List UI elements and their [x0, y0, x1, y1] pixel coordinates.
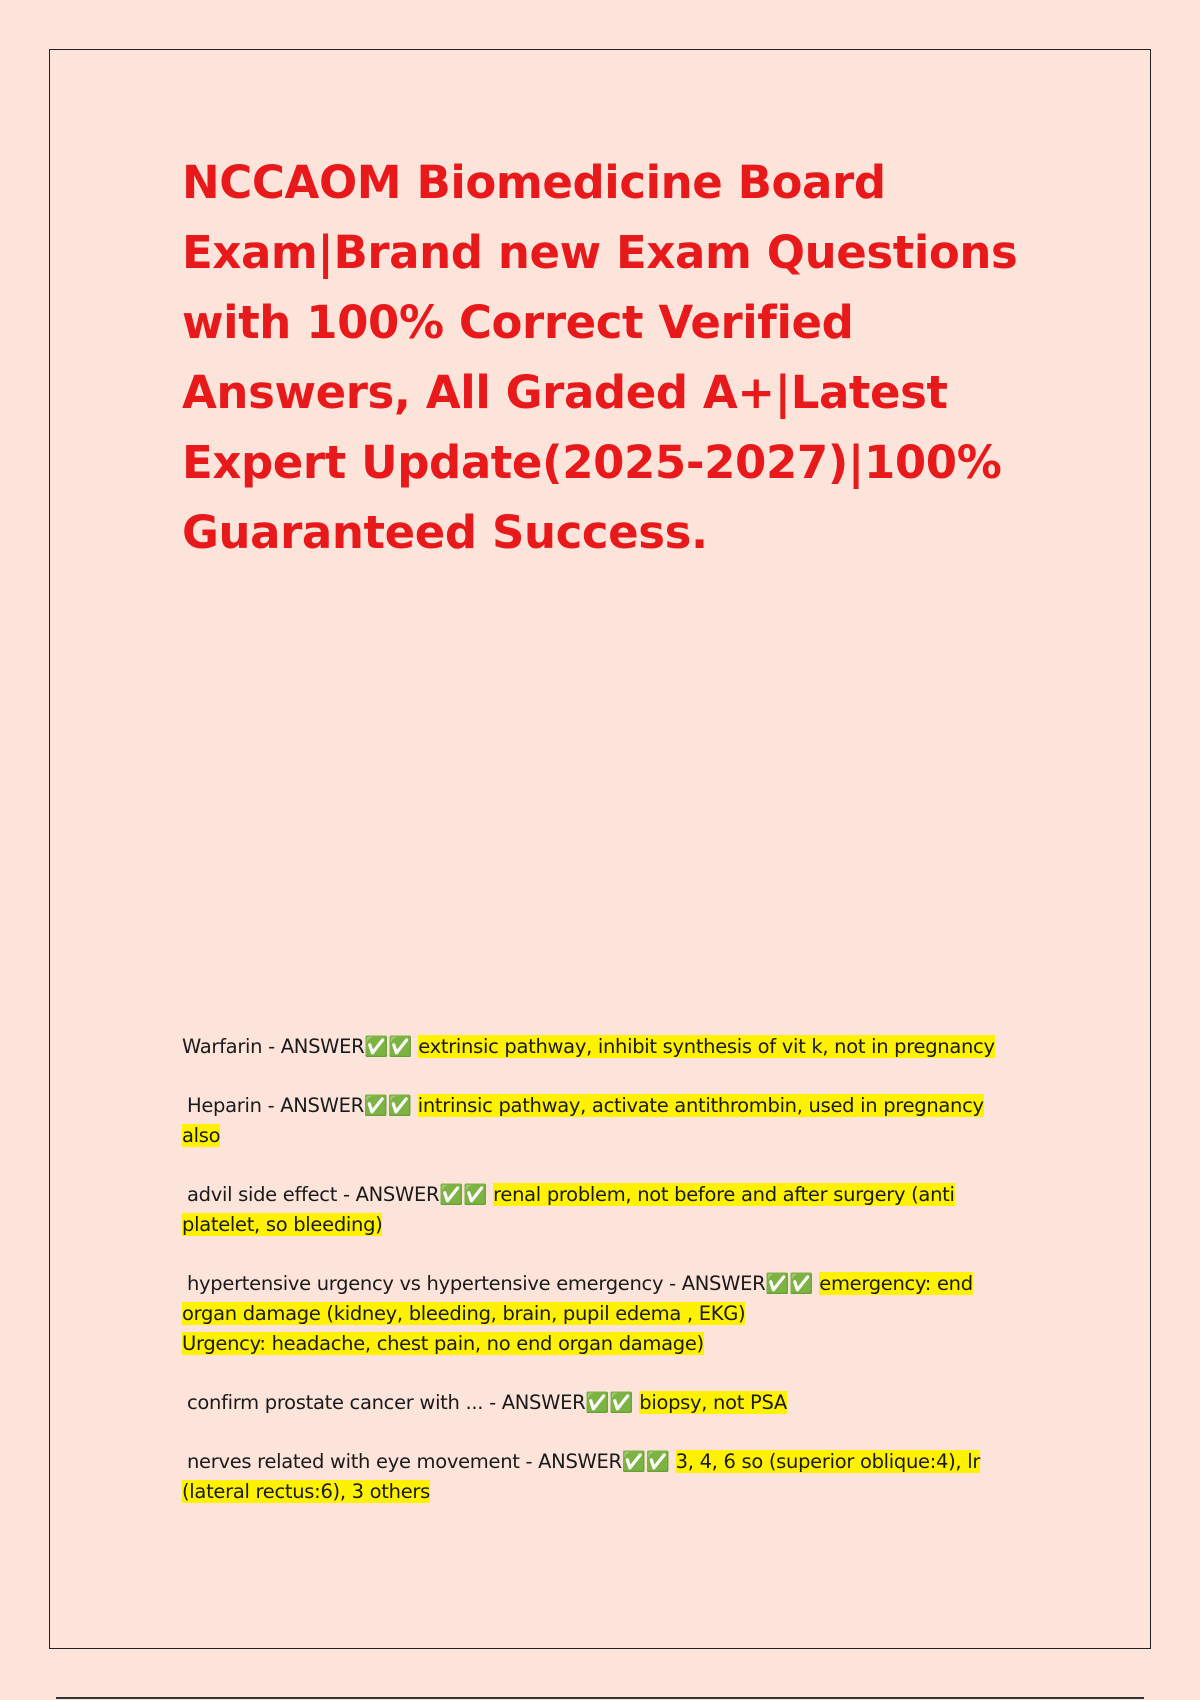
qa-item-prostate: [182, 1388, 1022, 1418]
answer-highlight: extrinsic pathway, inhibit synthesis of vit k, not in pregnancy: [418, 1035, 995, 1058]
document-title: NCCAOM Biomedicine Board Exam|Brand new Exam Questions with 100% Correct Verified Answers, All Graded A+|Latest Expert Update(2025-2027)|100% Guaranteed Success.: [182, 156, 1018, 559]
qa-item-eye-nerves: [182, 1447, 1022, 1507]
answer-highlight: emergency: end organ damage (kidney, bleeding, brain, pupil edema , EKG): [182, 1272, 973, 1325]
qa-list: [182, 1032, 1022, 1536]
question-text: Warfarin - ANSWER✅✅: [182, 1035, 413, 1058]
answer-highlight-continued: Urgency: headache, chest pain, no end organ damage): [182, 1332, 704, 1355]
answer-highlight: biopsy, not PSA: [639, 1391, 787, 1414]
answer-highlight: 3, 4, 6 so (superior oblique:4), lr (lateral rectus:6), 3 others: [182, 1450, 981, 1503]
question-text: nerves related with eye movement - ANSWER✅✅: [187, 1450, 670, 1473]
qa-item-heparin: [182, 1091, 1022, 1151]
answer-highlight: renal problem, not before and after surgery (anti platelet, so bleeding): [182, 1183, 955, 1236]
next-page-top-rule: [56, 1697, 1144, 1699]
question-text: Heparin - ANSWER✅✅: [187, 1094, 412, 1117]
answer-highlight: intrinsic pathway, activate antithrombin, used in pregnancy also: [182, 1094, 984, 1147]
question-text: hypertensive urgency vs hypertensive emergency - ANSWER✅✅: [187, 1272, 814, 1295]
qa-item-advil: [182, 1180, 1022, 1240]
qa-item-warfarin: [182, 1032, 1022, 1062]
question-text: confirm prostate cancer with ... - ANSWER✅✅: [187, 1391, 634, 1414]
question-text: advil side effect - ANSWER✅✅: [187, 1183, 488, 1206]
qa-item-hypertensive: [182, 1269, 1022, 1359]
